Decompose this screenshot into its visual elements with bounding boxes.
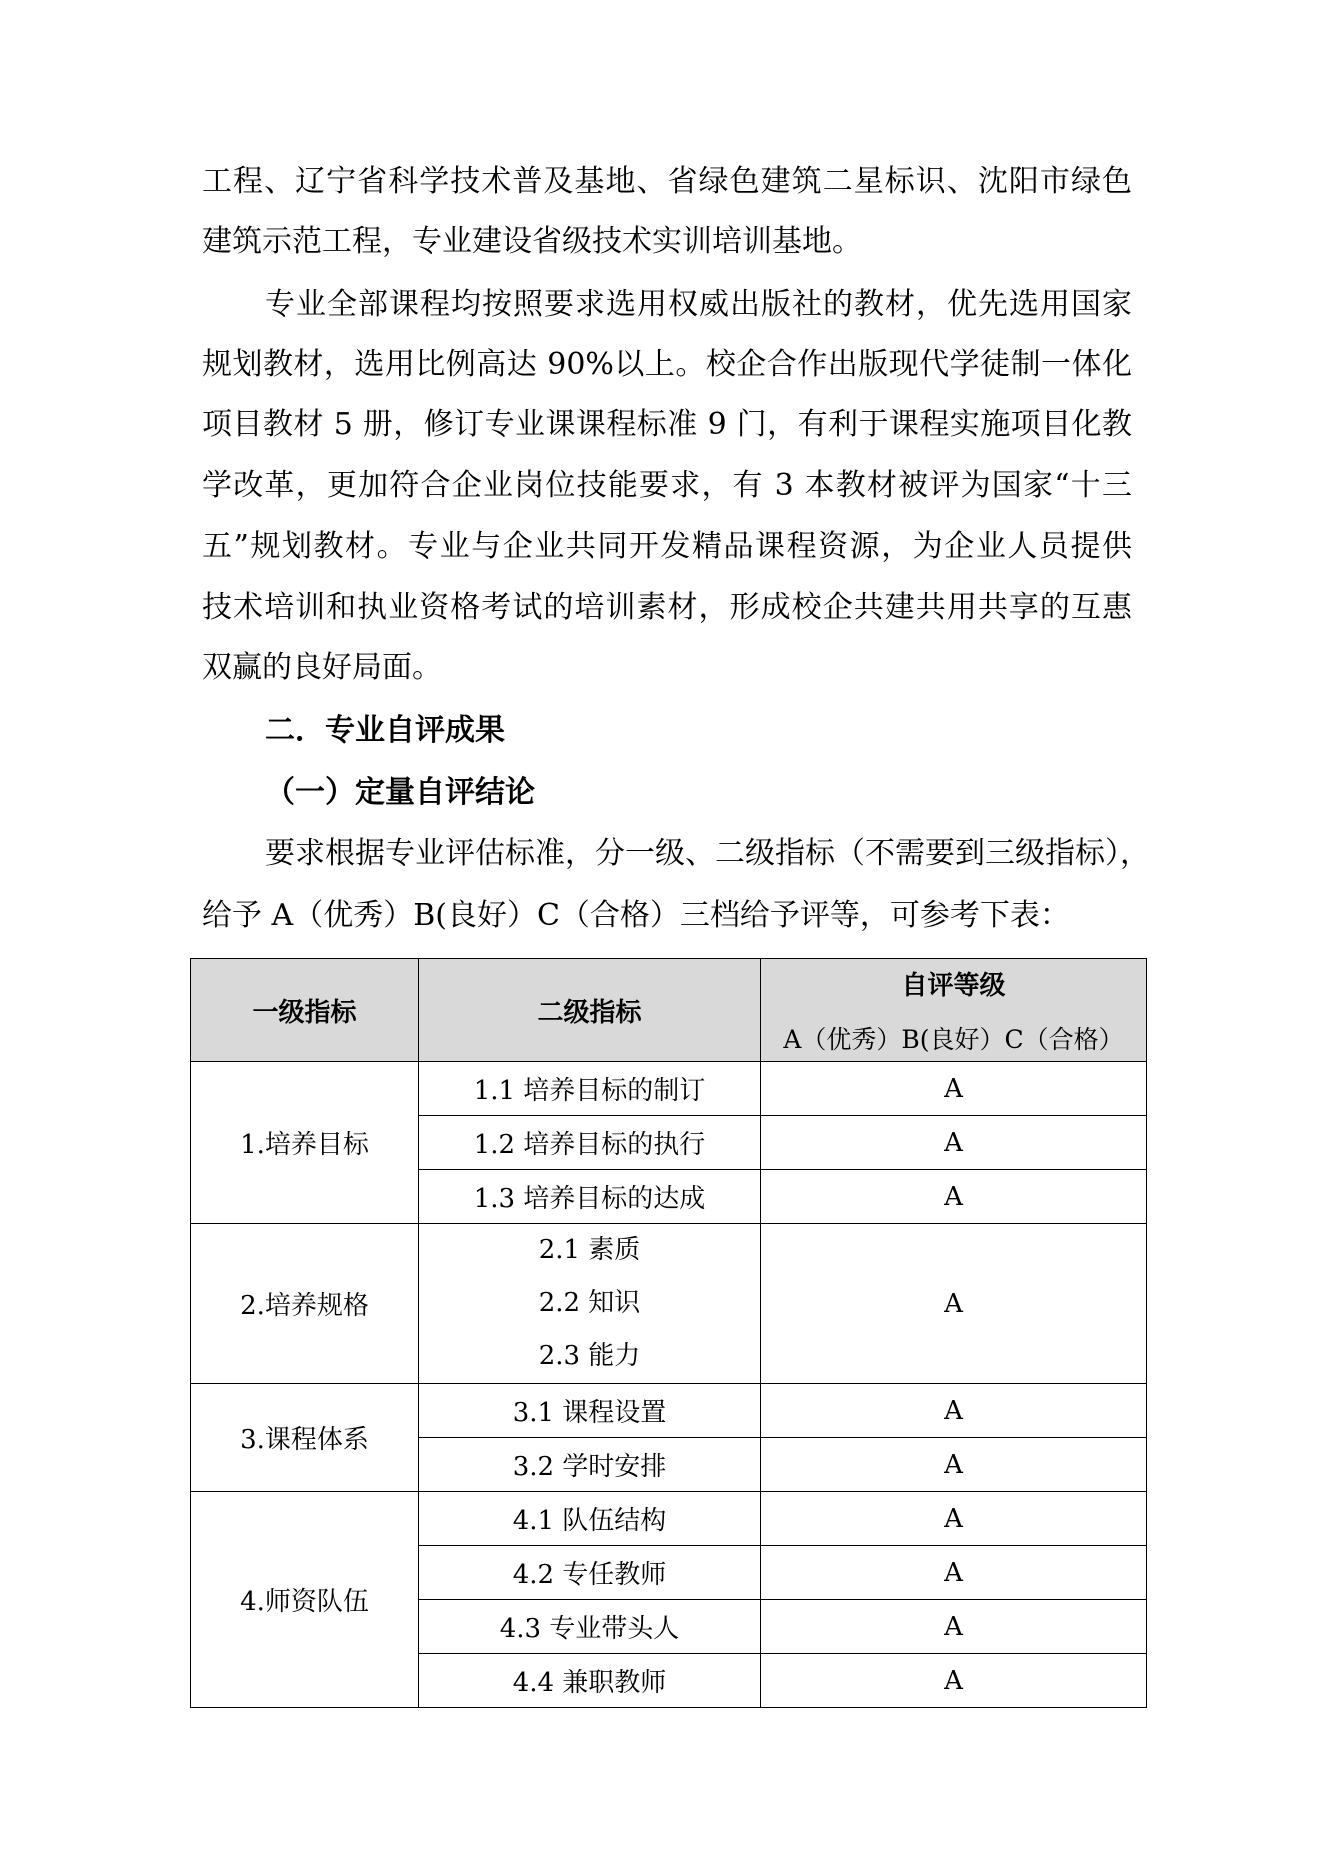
- paragraph-line: 专业全部课程均按照要求选用权威出版社的教材，优先选用国家: [265, 287, 1132, 322]
- paragraph-line: 要求根据专业评估标准，分一级、二级指标（不需要到三级指标），: [265, 836, 1150, 871]
- paragraph-line: 规划教材，选用比例高达 90%以上。校企合作出版现代学徒制一体化: [202, 347, 1132, 382]
- paragraph-line: 项目教材 5 册，修订专业课课程标准 9 门，有利于课程实施项目化教: [202, 407, 1132, 442]
- level2-cell: 4.1 队伍结构: [419, 1492, 761, 1546]
- grade-cell: A: [761, 1062, 1147, 1116]
- paragraph-line: 双赢的良好局面。: [202, 650, 442, 685]
- paragraph-line: 建筑示范工程，专业建设省级技术实训培训基地。: [202, 224, 862, 259]
- header-grade-title: 自评等级: [901, 970, 1006, 1001]
- grade-cell: A: [761, 1224, 1147, 1384]
- section-heading: 二．专业自评成果: [265, 713, 505, 748]
- grade-cell: A: [761, 1438, 1147, 1492]
- table-row: [191, 1384, 1147, 1438]
- table-row: [191, 1062, 1147, 1116]
- level2-cell: 3.1 课程设置: [419, 1384, 761, 1438]
- level2-cell: 1.1 培养目标的制订: [419, 1062, 761, 1116]
- grade-cell: A: [761, 1116, 1147, 1170]
- grade-cell: A: [761, 1384, 1147, 1438]
- level1-cell: 4.师资队伍: [191, 1492, 419, 1708]
- grade-cell: A: [761, 1492, 1147, 1546]
- level2-item: 2.3 能力: [538, 1341, 641, 1371]
- level2-item: 2.2 知识: [538, 1288, 641, 1318]
- level2-stack-cell: [419, 1224, 761, 1384]
- level2-cell: 4.4 兼职教师: [419, 1654, 761, 1708]
- level1-cell: 2.培养规格: [191, 1224, 419, 1384]
- table-row: [191, 1224, 1147, 1384]
- header-grade-scale: A（优秀）B(良好）C（合格）: [783, 1024, 1124, 1054]
- header-grade: [761, 959, 1147, 1062]
- level2-cell: 1.3 培养目标的达成: [419, 1170, 761, 1224]
- paragraph-line: 工程、辽宁省科学技术普及基地、省绿色建筑二星标识、沈阳市绿色: [202, 164, 1132, 199]
- paragraph-line: 给予 A（优秀）B(良好）C（合格）三档给予评等，可参考下表：: [202, 898, 1070, 933]
- level2-cell: 4.3 专业带头人: [419, 1600, 761, 1654]
- grade-cell: A: [761, 1546, 1147, 1600]
- table-row: [191, 1492, 1147, 1546]
- level1-cell: 1.培养目标: [191, 1062, 419, 1224]
- level2-item: 2.1 素质: [538, 1235, 641, 1265]
- level2-cell: 3.2 学时安排: [419, 1438, 761, 1492]
- header-level2: 二级指标: [419, 959, 761, 1062]
- grade-cell: A: [761, 1654, 1147, 1708]
- level1-cell: 3.课程体系: [191, 1384, 419, 1492]
- subsection-heading: （一）定量自评结论: [265, 775, 535, 810]
- header-level1: 一级指标: [191, 959, 419, 1062]
- paragraph-line: 技术培训和执业资格考试的培训素材，形成校企共建共用共享的互惠: [202, 590, 1132, 625]
- level2-cell: 1.2 培养目标的执行: [419, 1116, 761, 1170]
- paragraph-line: 学改革，更加符合企业岗位技能要求，有 3 本教材被评为国家“十三: [202, 468, 1132, 503]
- self-assessment-table: [190, 958, 1147, 1708]
- grade-cell: A: [761, 1600, 1147, 1654]
- paragraph-line: 五”规划教材。专业与企业共同开发精品课程资源，为企业人员提供: [202, 529, 1132, 564]
- level2-cell: 4.2 专任教师: [419, 1546, 761, 1600]
- grade-cell: A: [761, 1170, 1147, 1224]
